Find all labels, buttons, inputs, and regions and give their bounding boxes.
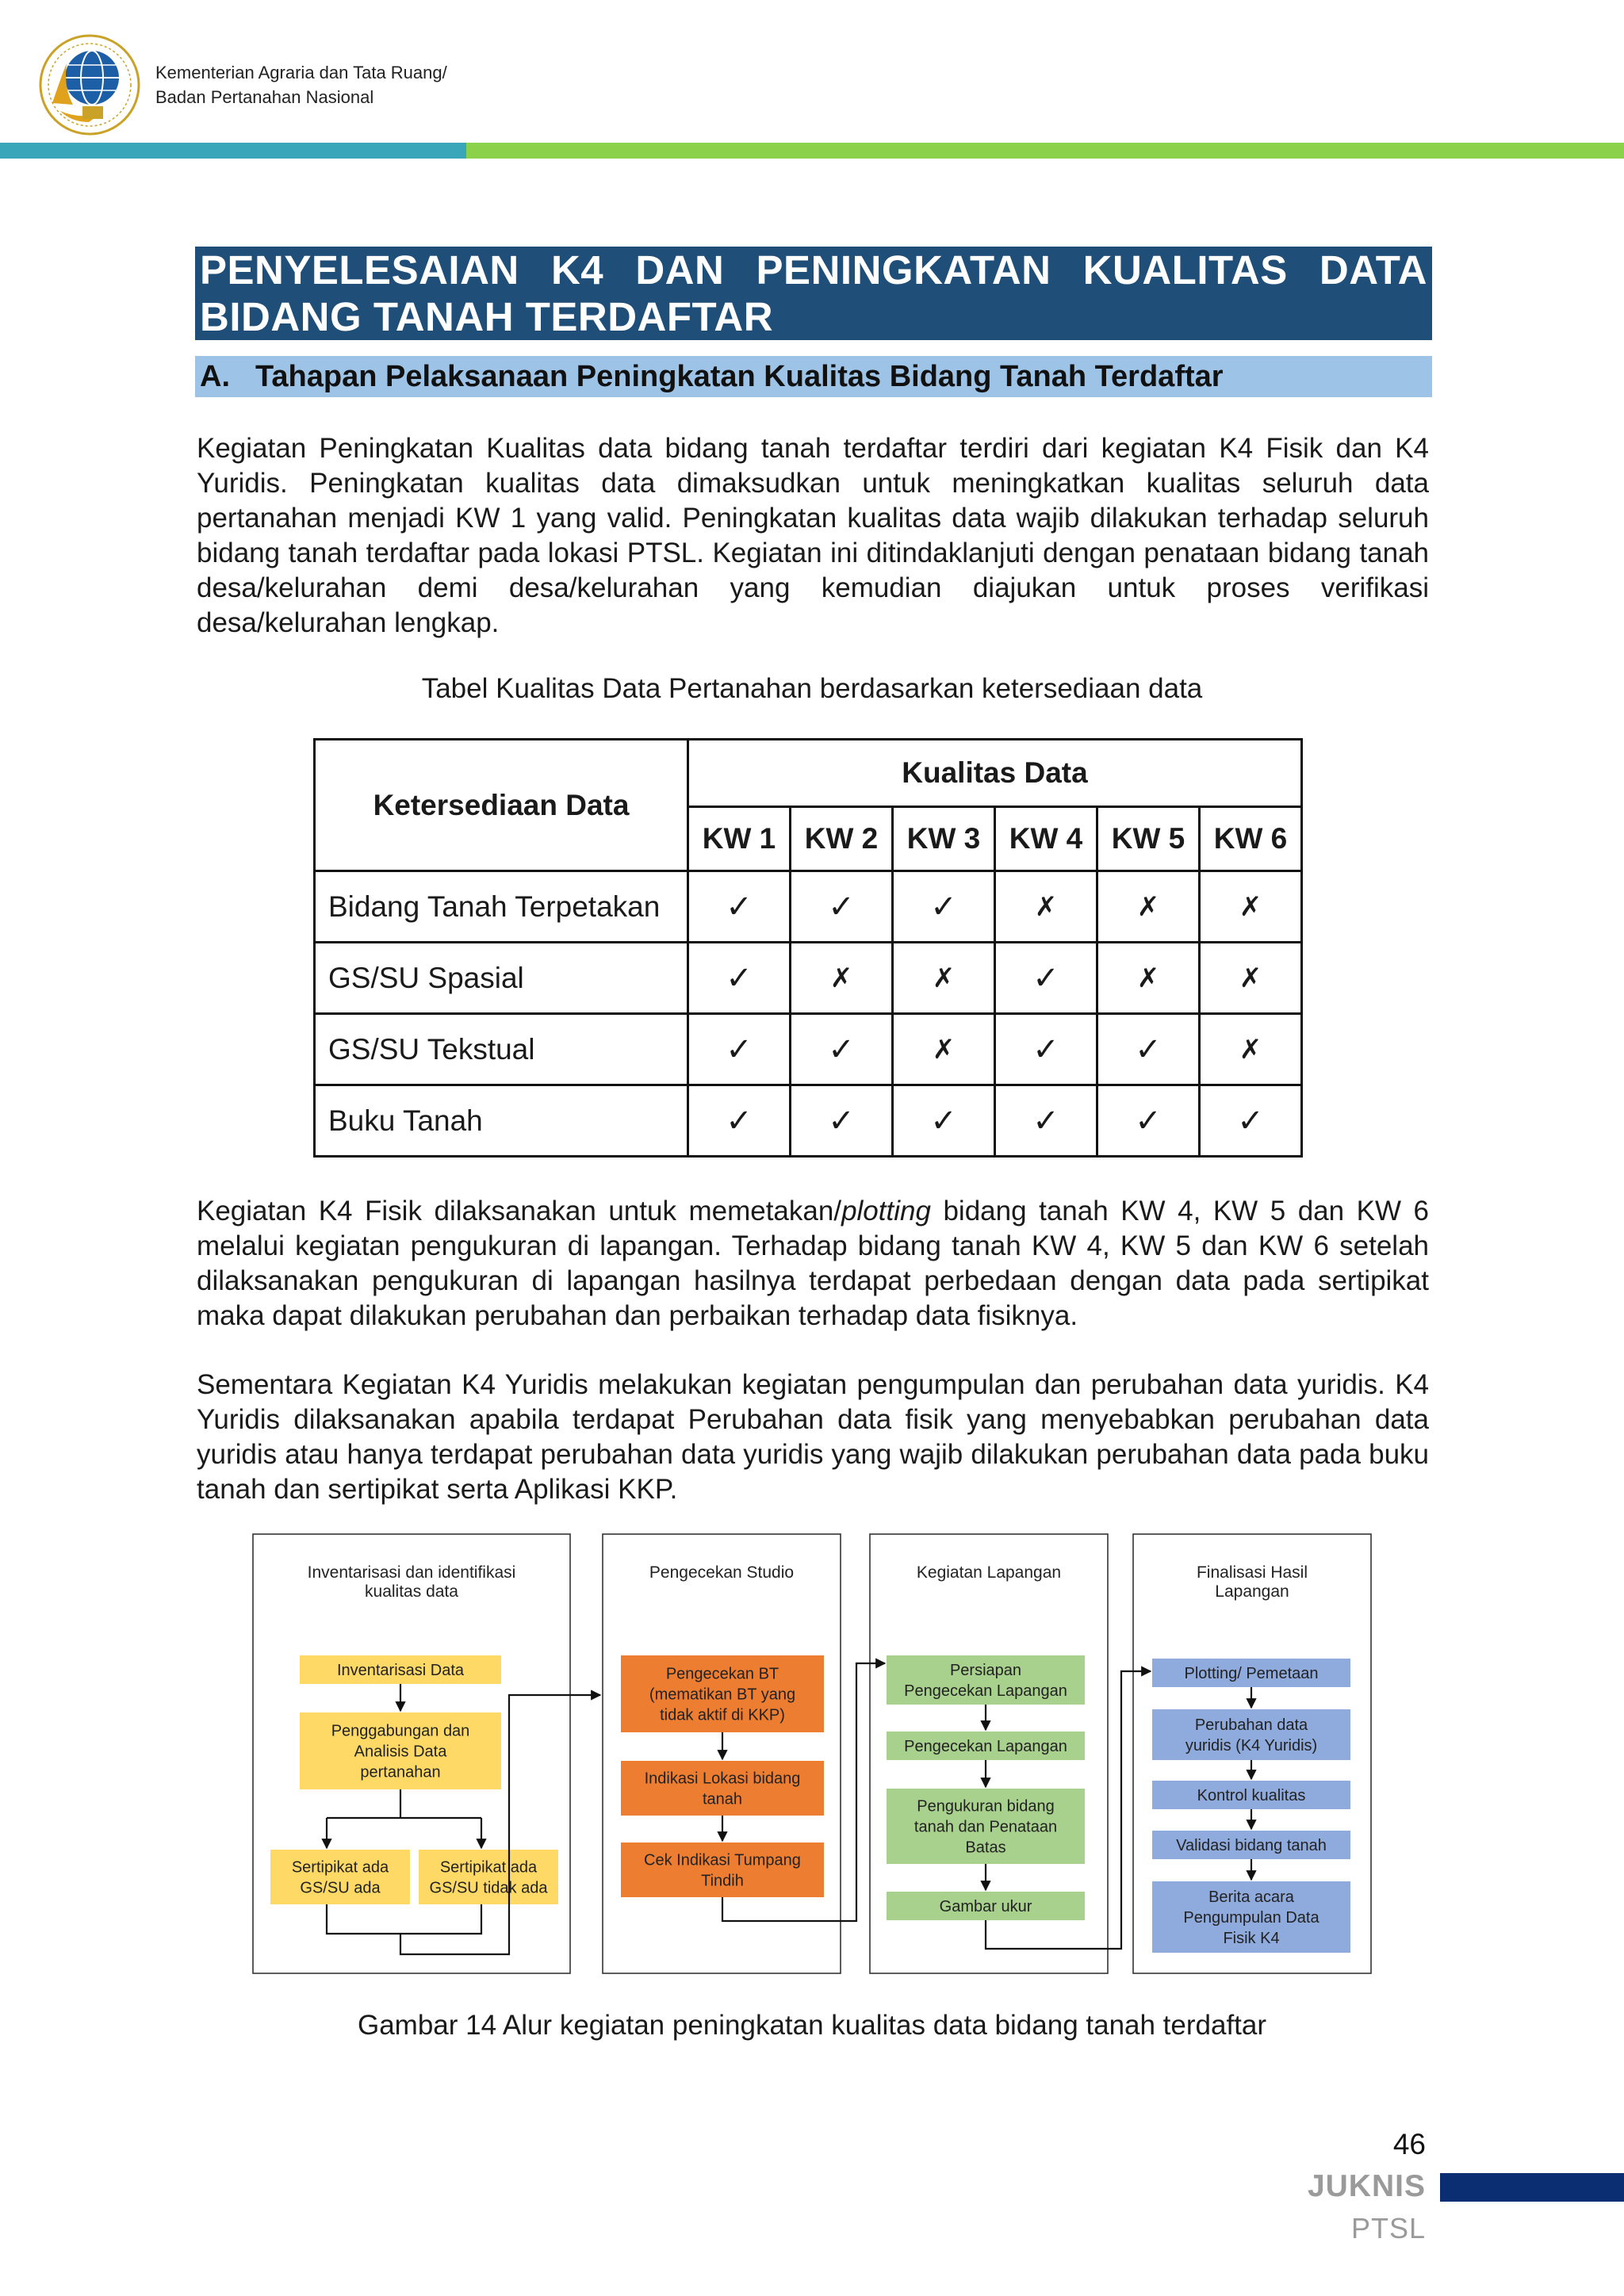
box-indikasi-lokasi-text-line: Indikasi Lokasi bidang bbox=[644, 1770, 801, 1788]
paragraph-3: Sementara Kegiatan K4 Yuridis melakukan kegiatan pengumpulan dan perubahan data yuridis. K4 Yuridis dilaksanakan apabila terdapat Perubahan data fisik yang menyebabkan perubahan data yuridis atau hanya terdapat perubahan data yuridis yang wajib dilakukan perubahan data pada buku tanah dan sertipikat serta Aplikasi KKP. bbox=[197, 1369, 1429, 1505]
box-sertipikat-gs-ada-text-line: GS/SU ada bbox=[300, 1879, 381, 1897]
paragraph-2-emphasis: plotting bbox=[841, 1196, 931, 1226]
table-row bbox=[315, 871, 1302, 943]
box-pengecekan-bt-text-line: Pengecekan BT bbox=[665, 1665, 779, 1683]
org-line-1: Kementerian Agraria dan Tata Ruang/ bbox=[155, 63, 447, 82]
table-row bbox=[315, 943, 1302, 1014]
box-pengecekan-bt-text-line: (mematikan BT yang bbox=[649, 1686, 796, 1704]
check-icon: ✓ bbox=[1200, 1085, 1302, 1157]
panel-title-line: kualitas data bbox=[365, 1582, 458, 1601]
organization-name bbox=[155, 60, 447, 109]
cross-icon: ✗ bbox=[893, 943, 995, 1014]
check-icon: ✓ bbox=[995, 1085, 1097, 1157]
panel-title bbox=[917, 1563, 1061, 1582]
page-title: PENYELESAIAN K4 DAN PENINGKATAN KUALITAS DATA BIDANG TANAH TERDAFTAR bbox=[195, 247, 1432, 340]
box-berita-acara-text-line: Fisik K4 bbox=[1223, 1930, 1280, 1947]
header-band-green bbox=[466, 143, 1624, 159]
box-pengecekan-lapangan-text-line: Pengecekan Lapangan bbox=[904, 1738, 1067, 1755]
check-icon: ✓ bbox=[791, 1014, 893, 1085]
cross-icon: ✗ bbox=[1097, 871, 1200, 943]
table-header-quality: Kualitas Data bbox=[688, 740, 1302, 807]
check-icon: ✓ bbox=[893, 871, 995, 943]
box-inventarisasi-text bbox=[337, 1662, 465, 1679]
table-row bbox=[315, 1085, 1302, 1157]
check-icon: ✓ bbox=[688, 871, 791, 943]
figure-caption: Gambar 14 Alur kegiatan peningkatan kualitas data bidang tanah terdaftar bbox=[357, 2010, 1267, 2041]
box-pengukuran-text-line: Pengukuran bidang bbox=[917, 1797, 1055, 1816]
cross-icon: ✗ bbox=[1200, 871, 1302, 943]
footer-bar bbox=[1440, 2173, 1624, 2202]
table-caption: Tabel Kualitas Data Pertanahan berdasarkan ketersediaan data bbox=[421, 673, 1203, 704]
column-header-kw2: KW 2 bbox=[791, 807, 893, 871]
box-inventarisasi-text-line: Inventarisasi Data bbox=[336, 1662, 465, 1679]
box-kontrol-kualitas-text-line: Kontrol kualitas bbox=[1197, 1787, 1306, 1804]
box-gambar-ukur-text-line: Gambar ukur bbox=[939, 1898, 1032, 1915]
box-penggabungan-text-line: pertanahan bbox=[360, 1763, 441, 1781]
ministry-logo bbox=[36, 32, 144, 139]
panel-title-line: Finalisasi Hasil bbox=[1196, 1563, 1308, 1582]
check-icon: ✓ bbox=[995, 1014, 1097, 1085]
check-icon: ✓ bbox=[1097, 1014, 1200, 1085]
page-number: 46 bbox=[1392, 2128, 1426, 2160]
box-sertipikat-gs-tidak-text-line: GS/SU tidak ada bbox=[429, 1879, 548, 1897]
column-header-kw4: KW 4 bbox=[995, 807, 1097, 871]
column-header-kw1: KW 1 bbox=[688, 807, 791, 871]
check-icon: ✓ bbox=[688, 1085, 791, 1157]
flow-diagram bbox=[251, 1533, 1373, 1976]
box-validasi-text bbox=[1176, 1837, 1327, 1854]
check-icon: ✓ bbox=[791, 871, 893, 943]
section-title: Tahapan Pelaksanaan Peningkatan Kualitas Bidang Tanah Terdaftar bbox=[255, 360, 1224, 393]
paragraph-2-pre: Kegiatan K4 Fisik dilaksanakan untuk memetakan/ bbox=[197, 1196, 842, 1226]
box-berita-acara-text-line: Berita acara bbox=[1208, 1888, 1294, 1906]
box-gambar-ukur-text bbox=[940, 1898, 1032, 1915]
footer-ptsl: PTSL bbox=[1350, 2212, 1426, 2244]
box-persiapan-text-line: Pengecekan Lapangan bbox=[904, 1682, 1067, 1700]
panel-title-line: Kegiatan Lapangan bbox=[916, 1563, 1062, 1582]
cross-icon: ✗ bbox=[893, 1014, 995, 1085]
box-penggabungan-text-line: Penggabungan dan bbox=[331, 1722, 470, 1740]
box-indikasi-lokasi-text-line: tanah bbox=[702, 1790, 743, 1808]
column-header-kw5: KW 5 bbox=[1097, 807, 1200, 871]
cross-icon: ✗ bbox=[1200, 1014, 1302, 1085]
section-number: A. bbox=[200, 360, 230, 393]
box-persiapan-text-line: Persiapan bbox=[949, 1662, 1022, 1679]
check-icon: ✓ bbox=[995, 943, 1097, 1014]
box-kontrol-kualitas-text bbox=[1197, 1787, 1306, 1804]
check-icon: ✓ bbox=[688, 1014, 791, 1085]
cross-icon: ✗ bbox=[1097, 943, 1200, 1014]
cross-icon: ✗ bbox=[995, 871, 1097, 943]
box-sertipikat-gs-tidak-text-line: Sertipikat ada bbox=[439, 1858, 538, 1877]
box-pengukuran-text-line: tanah dan Penataan bbox=[914, 1818, 1058, 1836]
check-icon: ✓ bbox=[688, 943, 791, 1014]
box-sertipikat-gs-ada-text-line: Sertipikat ada bbox=[291, 1858, 389, 1877]
box-penggabungan-text-line: Analisis Data bbox=[354, 1743, 447, 1761]
panel-title-line: Lapangan bbox=[1215, 1582, 1289, 1601]
box-pengecekan-bt-text bbox=[649, 1666, 795, 1724]
org-line-2: Badan Pertanahan Nasional bbox=[155, 87, 374, 107]
box-pengukuran-text-line: Batas bbox=[965, 1839, 1006, 1857]
row-label: GS/SU Tekstual bbox=[315, 1014, 688, 1085]
table-row bbox=[315, 1014, 1302, 1085]
box-plotting-text-line: Plotting/ Pemetaan bbox=[1184, 1665, 1319, 1682]
paragraph-1: Kegiatan Peningkatan Kualitas data bidang tanah terdaftar terdiri dari kegiatan K4 Fisik dan K4 Yuridis. Peningkatan kualitas data dimaksudkan untuk meningkatkan kualitas seluruh data pertanahan menjadi KW 1 yang valid. Peningkatan kualitas data wajib dilakukan terhadap seluruh bidang tanah terdaftar pada lokasi PTSL. Kegiatan ini ditindaklanjuti dengan penataan bidang tanah desa/kelurahan demi desa/kelurahan yang kemudian diajukan untuk proses verifikasi desa/kelurahan lengkap. bbox=[197, 433, 1429, 638]
header-band-blue bbox=[0, 143, 466, 159]
table-header-availability: Ketersediaan Data bbox=[315, 740, 688, 871]
paragraph-2 bbox=[197, 1194, 1429, 1334]
box-plotting-text bbox=[1185, 1665, 1319, 1682]
check-icon: ✓ bbox=[1097, 1085, 1200, 1157]
box-pengecekan-bt-text-line: tidak aktif di KKP) bbox=[660, 1706, 785, 1724]
box-perubahan-yuridis-text-line: yuridis (K4 Yuridis) bbox=[1185, 1737, 1318, 1755]
panel-title-line: Inventarisasi dan identifikasi bbox=[307, 1563, 516, 1582]
column-header-kw6: KW 6 bbox=[1200, 807, 1302, 871]
section-heading bbox=[195, 356, 1432, 397]
panel-title bbox=[649, 1563, 794, 1582]
panel-title-line: Pengecekan Studio bbox=[649, 1563, 795, 1582]
paragraph-2-post: bidang tanah KW 4, KW 5 dan KW 6 melalui kegiatan pengukuran di lapangan. Terhadap bidang tanah KW 4, KW 5 dan KW 6 setelah dilaksanakan pengukuran di lapangan hasilnya terdapat perbedaan dengan data pada sertipikat maka dapat dilakukan perubahan dan perbaikan terhadap data fisiknya. bbox=[197, 1196, 1429, 1331]
footer-juknis: JUKNIS bbox=[1307, 2169, 1426, 2203]
box-cek-tumpang-tindih-text-line: Cek Indikasi Tumpang bbox=[644, 1851, 801, 1869]
cross-icon: ✗ bbox=[1200, 943, 1302, 1014]
cross-icon: ✗ bbox=[791, 943, 893, 1014]
check-icon: ✓ bbox=[791, 1085, 893, 1157]
row-label: GS/SU Spasial bbox=[315, 943, 688, 1014]
column-header-kw3: KW 3 bbox=[893, 807, 995, 871]
box-perubahan-yuridis-text-line: Perubahan data bbox=[1194, 1716, 1308, 1734]
box-berita-acara-text-line: Pengumpulan Data bbox=[1183, 1909, 1320, 1927]
box-cek-tumpang-tindih-text-line: Tindih bbox=[701, 1872, 744, 1890]
box-validasi-text-line: Validasi bidang tanah bbox=[1176, 1837, 1327, 1854]
check-icon: ✓ bbox=[893, 1085, 995, 1157]
row-label: Bidang Tanah Terpetakan bbox=[315, 871, 688, 943]
row-label: Buku Tanah bbox=[315, 1085, 688, 1157]
box-pengecekan-lapangan-text bbox=[904, 1738, 1067, 1755]
quality-table bbox=[313, 738, 1303, 1158]
